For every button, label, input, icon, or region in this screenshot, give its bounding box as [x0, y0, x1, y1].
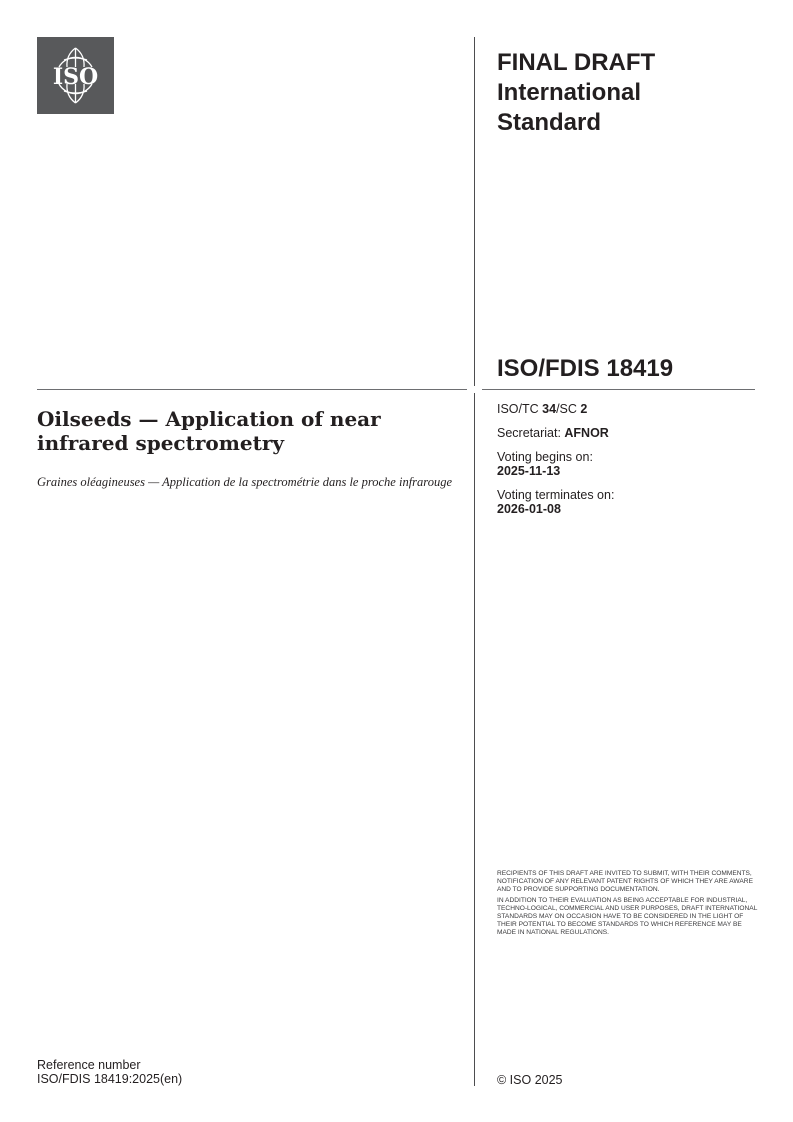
voting-begins-label: Voting begins on:	[497, 450, 593, 464]
vertical-divider	[474, 37, 475, 1086]
committee-prefix: ISO/TC	[497, 402, 543, 416]
horizontal-rule-right	[482, 389, 755, 390]
document-title-english: Oilseeds — Application of near infrared spectrometry	[37, 407, 381, 455]
committee-separator: /SC	[556, 402, 581, 416]
subcommittee-number: 2	[580, 402, 588, 416]
voting-begins	[497, 450, 757, 478]
voting-begins-date: 2025-11-13	[497, 464, 561, 478]
committee	[497, 402, 757, 416]
stage-line: Standard	[497, 109, 602, 136]
document-metadata	[497, 402, 757, 526]
document-stage	[497, 48, 757, 138]
document-title-french: Graines oléagineuses — Application de la spectrométrie dans le proche infrarouge	[37, 475, 452, 489]
voting-terminates	[497, 488, 757, 516]
stage-line: FINAL DRAFT	[497, 49, 656, 76]
iso-globe-logo-icon	[37, 37, 114, 114]
reference-number	[37, 1058, 182, 1086]
stage-line: International	[497, 79, 642, 106]
secretariat-label: Secretariat:	[497, 426, 565, 440]
notice-paragraph: RECIPIENTS OF THIS DRAFT ARE INVITED TO SUBMIT, WITH THEIR COMMENTS, NOTIFICATION OF ANY RELEVANT PATENT RIGHTS OF WHICH THEY ARE AWARE AND TO PROVIDE SUPPORTING DOCUMENTATION.	[497, 870, 753, 893]
reference-value: ISO/FDIS 18419:2025(en)	[37, 1072, 183, 1086]
reference-label: Reference number	[37, 1058, 141, 1072]
divider-gap	[472, 386, 477, 393]
copyright: © ISO 2025	[497, 1073, 563, 1087]
voting-terminates-label: Voting terminates on:	[497, 488, 615, 502]
draft-notice	[497, 870, 759, 940]
voting-terminates-date: 2026-01-08	[497, 502, 561, 516]
notice-paragraph: IN ADDITION TO THEIR EVALUATION AS BEING ACCEPTABLE FOR INDUSTRIAL, TECHNO-LOGICAL, COMMERCIAL AND USER PURPOSES, DRAFT INTERNATIONAL STANDARDS MAY ON OCCASION HAVE TO BE CONSIDERED IN THE LIGHT OF THEIR POTENTIAL TO BECOME STANDARDS TO WHICH REFERENCE MAY BE MADE IN NATIONAL REGULATIONS.	[497, 897, 758, 936]
horizontal-rule-left	[37, 389, 467, 390]
iso-logo	[37, 37, 114, 114]
secretariat	[497, 426, 757, 440]
svg-text:ISO: ISO	[52, 64, 99, 90]
technical-committee-number: 34	[542, 402, 557, 416]
document-number: ISO/FDIS 18419	[497, 355, 674, 382]
secretariat-value: AFNOR	[564, 426, 609, 440]
